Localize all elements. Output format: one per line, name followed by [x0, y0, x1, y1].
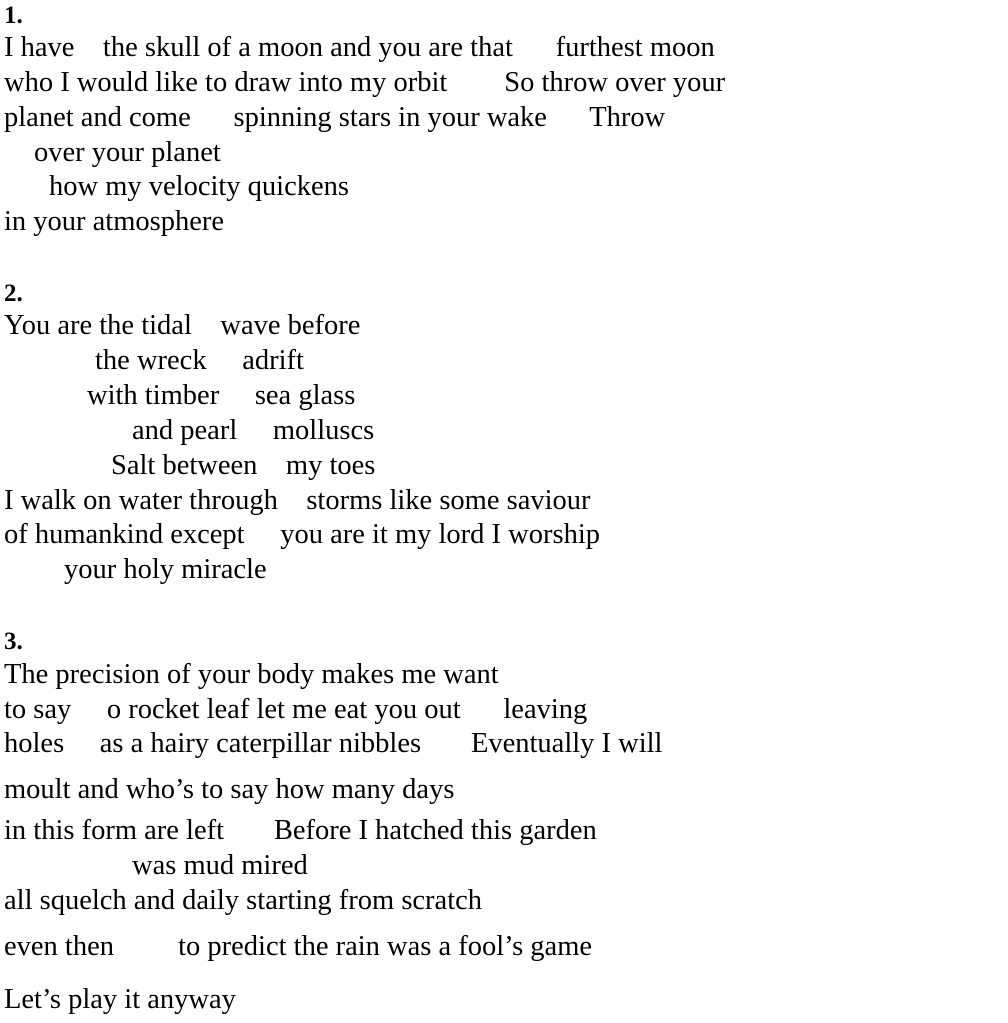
section-3-line-8: even then to predict the rain was a fool’s game [4, 931, 593, 962]
section-3-line-1: The precision of your body makes me want [4, 659, 499, 690]
section-1-line-6: in your atmosphere [4, 206, 225, 237]
section-2-line-2: the wreck adrift [95, 345, 304, 376]
section-3-line-9: Let’s play it anyway [4, 984, 236, 1015]
section-2-line-1: You are the tidal wave before [4, 310, 361, 341]
section-3-line-7: all squelch and daily starting from scratch [4, 885, 483, 916]
section-2-line-5: Salt between my toes [111, 450, 376, 481]
section-2-line-8: your holy miracle [64, 554, 267, 585]
section-1-line-2: who I would like to draw into my orbit So throw over your [4, 67, 726, 98]
section-1-line-3: planet and come spinning stars in your wake Throw [4, 102, 666, 133]
section-3-line-3: holes as a hairy caterpillar nibbles Eventually I will [4, 728, 663, 759]
section-1-number: 1. [4, 2, 23, 29]
section-3-line-2: to say o rocket leaf let me eat you out leaving [4, 694, 588, 725]
section-3-line-6: was mud mired [132, 850, 308, 881]
section-2-line-6: I walk on water through storms like some saviour [4, 485, 591, 516]
section-3-line-4: moult and who’s to say how many days [4, 774, 455, 805]
section-1-line-1: I have the skull of a moon and you are that furthest moon [4, 32, 715, 63]
section-2-line-7: of humankind except you are it my lord I worship [4, 519, 600, 550]
section-1-line-5: how my velocity quickens [49, 171, 349, 202]
section-3-line-5: in this form are left Before I hatched this garden [4, 815, 597, 846]
section-2-line-4: and pearl molluscs [132, 415, 375, 446]
section-2-number: 2. [4, 280, 23, 307]
section-1-line-4: over your planet [34, 137, 221, 168]
section-3-number: 3. [4, 628, 23, 655]
section-2-line-3: with timber sea glass [87, 380, 356, 411]
